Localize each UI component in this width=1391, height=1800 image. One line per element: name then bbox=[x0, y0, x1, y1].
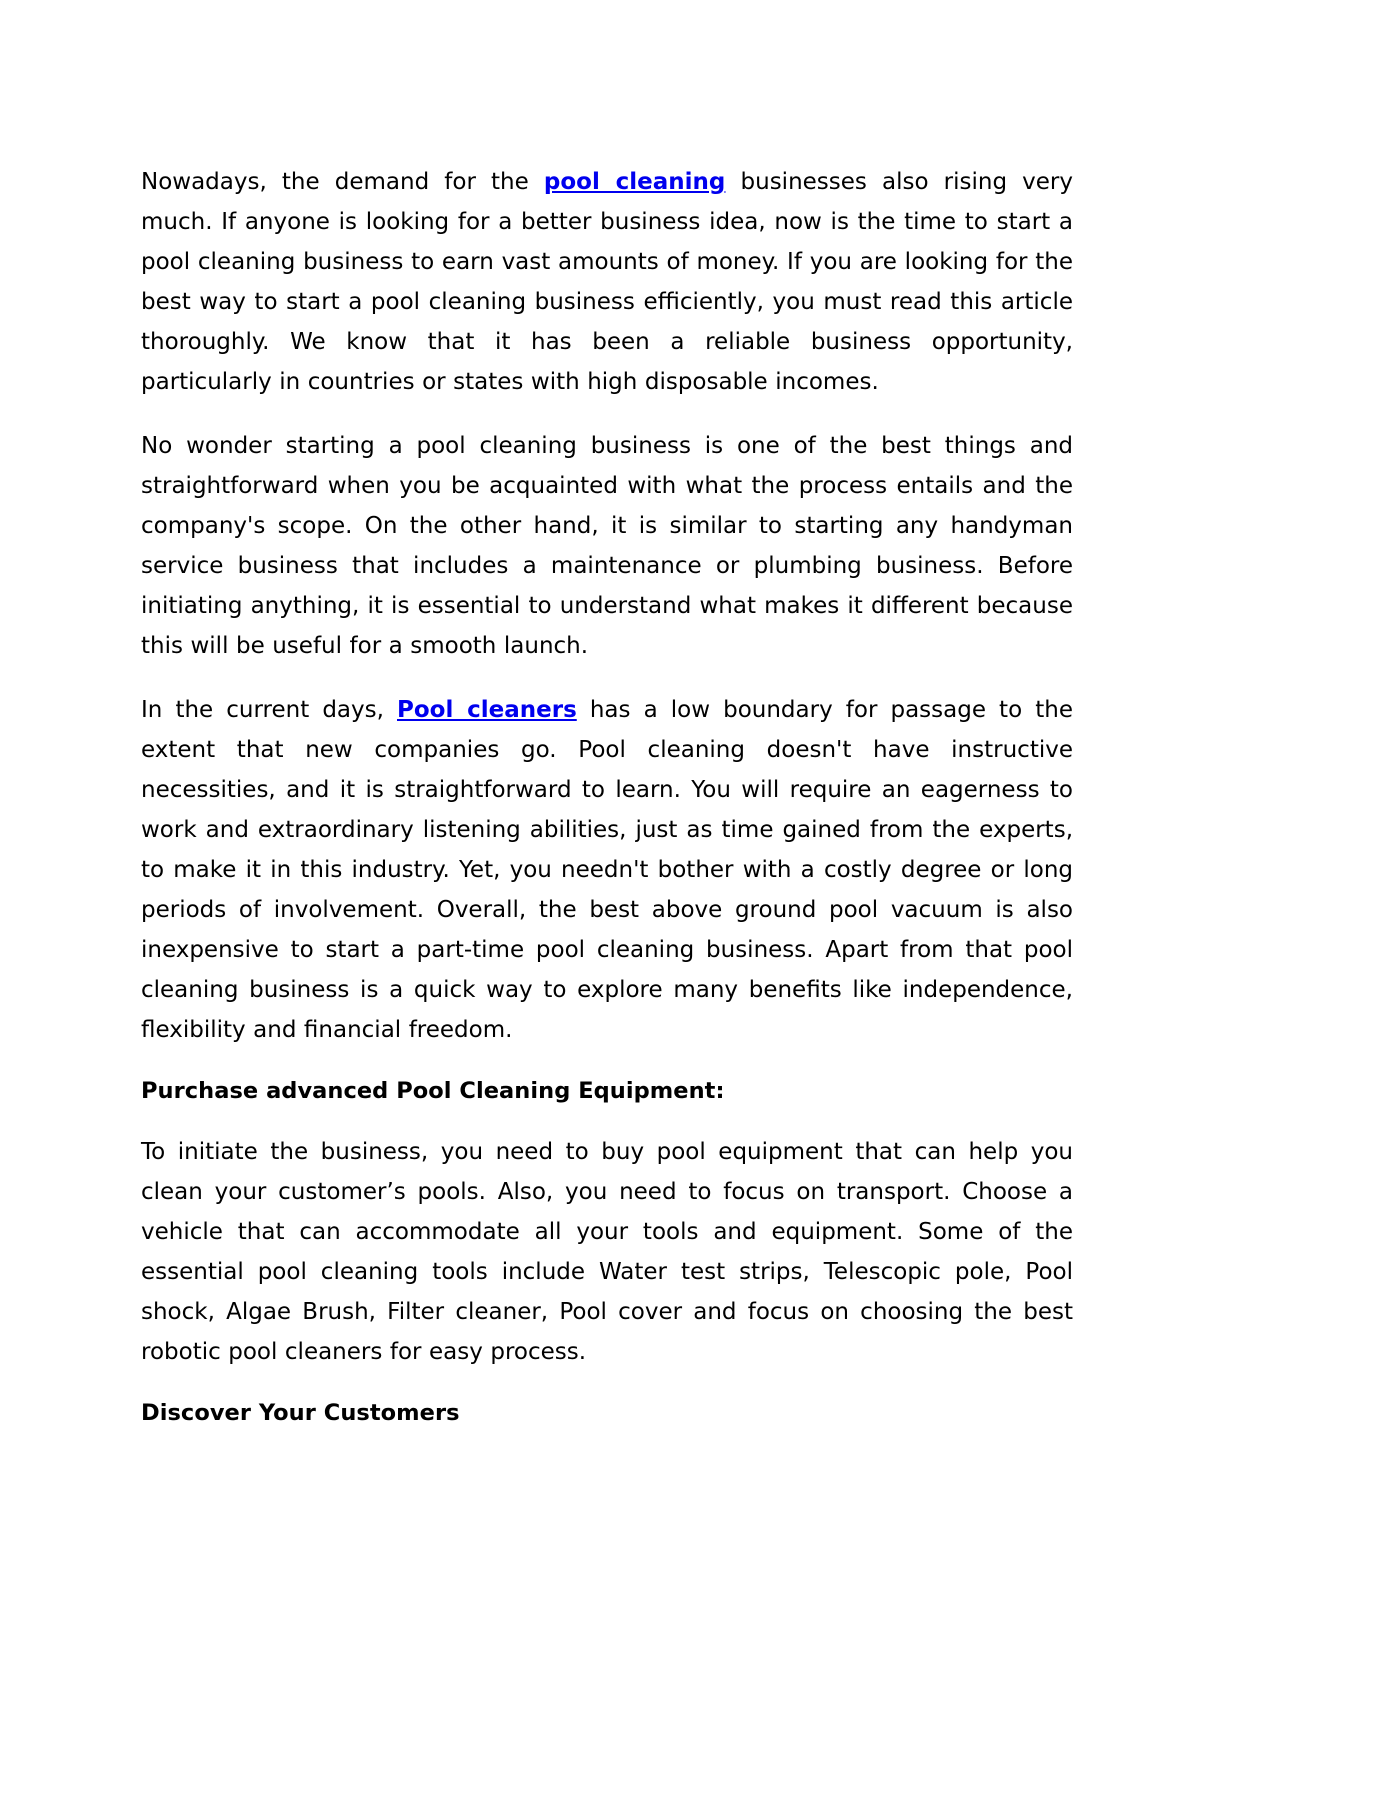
pool-cleaners-link[interactable]: Pool cleaners bbox=[397, 697, 577, 723]
section-heading-discover-customers: Discover Your Customers bbox=[141, 1400, 460, 1426]
pool-cleaning-link[interactable]: pool cleaning bbox=[543, 169, 726, 195]
section-heading-purchase-equipment: Purchase advanced Pool Cleaning Equipment: bbox=[141, 1078, 725, 1104]
document-body bbox=[141, 128, 1073, 1454]
paragraph-3 bbox=[141, 690, 1073, 1050]
paragraph-3-text-after-link: has a low boundary for passage to the extent that new companies go. Pool cleaning doesn't have instructive necessities, and it is straightforward to learn. You will require an eagerness to work and extraordinary listening abilities, just as time gained from the experts, to make it in this industry. Yet, you needn't bother with a costly degree or long periods of involvement. Overall, the best above ground pool vacuum is also inexpensive to start a part-time pool cleaning business. Apart from that pool cleaning business is a quick way to explore many benefits like independence, flexibility and financial freedom. bbox=[141, 697, 1073, 1043]
paragraph-1 bbox=[141, 162, 1073, 402]
paragraph-2: No wonder starting a pool cleaning business is one of the best things and straightforward when you be acquainted with what the process entails and the company's scope. On the other hand, it is similar to starting any handyman service business that includes a maintenance or plumbing business. Before initiating anything, it is essential to understand what makes it different because this will be useful for a smooth launch. bbox=[141, 433, 1073, 659]
paragraph-1-text-after-link: businesses also rising very much. If anyone is looking for a better business idea, now is the time to start a pool cleaning business to earn vast amounts of money. If you are looking for the best way to start a pool cleaning business efficiently, you must read this article thoroughly. We know that it has been a reliable business opportunity, particularly in countries or states with high disposable incomes. bbox=[141, 169, 1074, 395]
paragraph-1-text-before-link: Nowadays, the demand for the bbox=[141, 169, 544, 195]
paragraph-4: To initiate the business, you need to buy pool equipment that can help you clean your customer’s pools. Also, you need to focus on transport. Choose a vehicle that can accommodate all your tools and equipment. Some of the essential pool cleaning tools include Water test strips, Telescopic pole, Pool shock, Algae Brush, Filter cleaner, Pool cover and focus on choosing the best robotic pool cleaners for easy process. bbox=[141, 1139, 1073, 1365]
paragraph-3-text-before-link: In the current days, bbox=[141, 697, 397, 723]
